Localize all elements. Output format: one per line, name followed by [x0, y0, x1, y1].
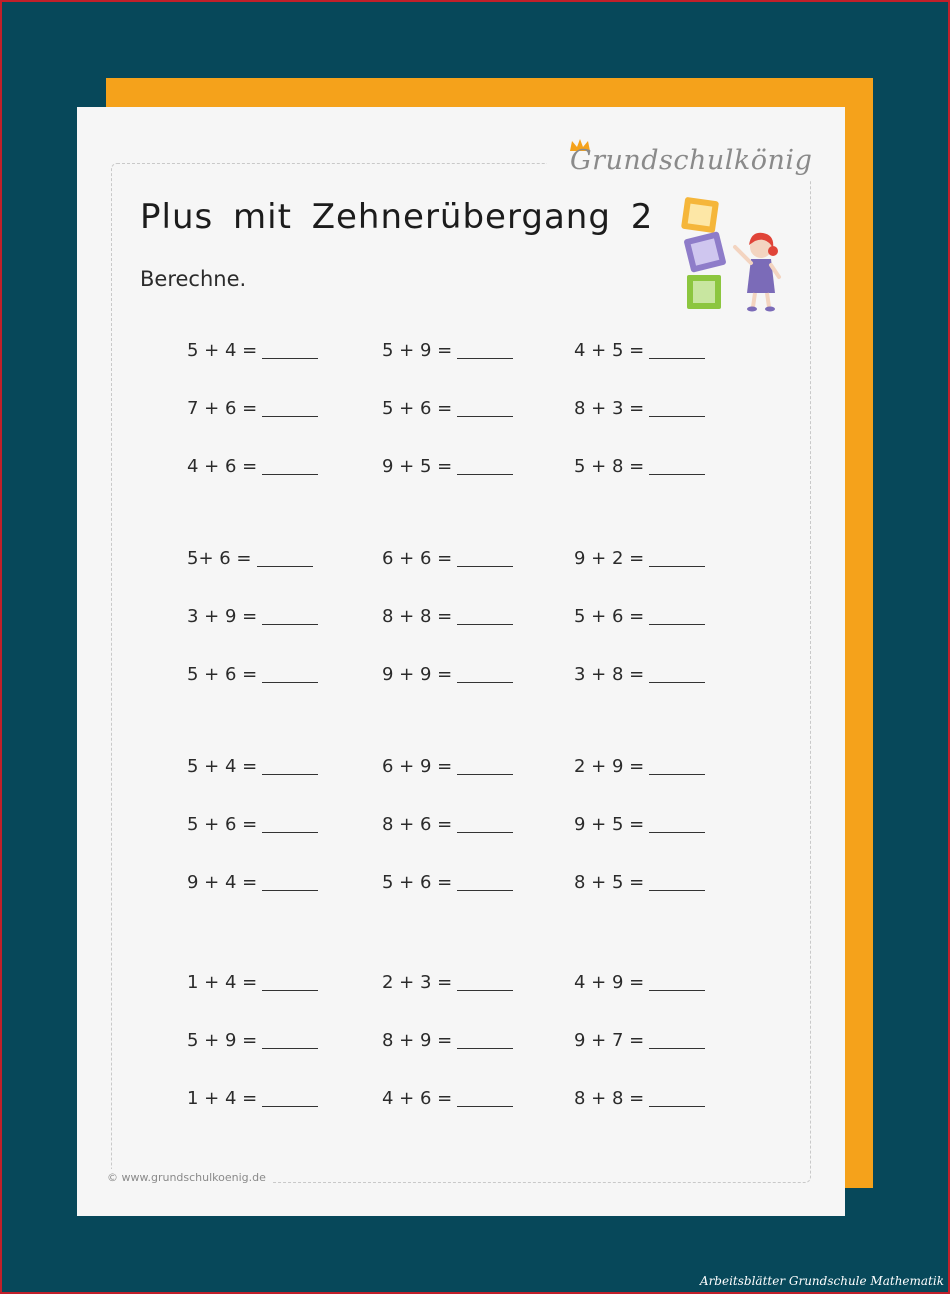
answer-blank [457, 989, 513, 991]
answer-blank [262, 889, 318, 891]
brand-logo: Grundschulkönig [570, 145, 813, 176]
answer-blank [457, 1047, 513, 1049]
answer-blank [649, 357, 705, 359]
watermark-text: Arbeitsblätter Grundschule Mathematik [699, 1274, 944, 1288]
exercise-item [187, 340, 318, 361]
exercise-expression: 8 + 5 = [574, 872, 645, 893]
exercise-expression: 5 + 4 = [187, 340, 258, 361]
exercise-expression: 5 + 6 = [574, 606, 645, 627]
exercise-item [187, 1088, 318, 1109]
answer-blank [262, 357, 318, 359]
exercise-expression: 3 + 8 = [574, 664, 645, 685]
exercise-item [187, 456, 318, 477]
answer-blank [649, 1105, 705, 1107]
exercise-expression: 5+ 6 = [187, 548, 252, 569]
answer-blank [262, 473, 318, 475]
exercise-item [382, 664, 513, 685]
exercise-item [187, 664, 318, 685]
exercise-item [382, 340, 513, 361]
answer-blank [649, 1047, 705, 1049]
answer-blank [262, 989, 318, 991]
exercise-expression: 9 + 4 = [187, 872, 258, 893]
exercise-expression: 8 + 8 = [574, 1088, 645, 1109]
exercise-expression: 3 + 9 = [187, 606, 258, 627]
exercise-expression: 9 + 7 = [574, 1030, 645, 1051]
answer-blank [457, 565, 513, 567]
exercise-expression: 6 + 9 = [382, 756, 453, 777]
answer-blank [649, 473, 705, 475]
exercise-item [187, 972, 318, 993]
exercise-item [187, 872, 318, 893]
exercise-expression: 5 + 4 = [187, 756, 258, 777]
exercise-item [574, 814, 705, 835]
answer-blank [457, 831, 513, 833]
answer-blank [457, 889, 513, 891]
exercise-item [187, 398, 318, 419]
exercise-expression: 8 + 9 = [382, 1030, 453, 1051]
exercise-item [382, 814, 513, 835]
exercise-item [187, 548, 313, 569]
exercise-item [382, 756, 513, 777]
exercise-item [574, 872, 705, 893]
exercise-expression: 9 + 5 = [574, 814, 645, 835]
answer-blank [262, 681, 318, 683]
exercise-expression: 1 + 4 = [187, 972, 258, 993]
answer-blank [457, 773, 513, 775]
exercise-item [187, 756, 318, 777]
exercise-item [574, 340, 705, 361]
exercise-item [382, 972, 513, 993]
exercise-expression: 8 + 3 = [574, 398, 645, 419]
page-title: Plus mit Zehnerübergang 2 [140, 197, 654, 237]
answer-blank [457, 623, 513, 625]
exercise-expression: 9 + 2 = [574, 548, 645, 569]
exercise-expression: 4 + 6 = [187, 456, 258, 477]
exercise-item [382, 1088, 513, 1109]
exercise-item [382, 456, 513, 477]
answer-blank [457, 357, 513, 359]
orange-block-icon [681, 197, 719, 233]
exercise-expression: 5 + 9 = [382, 340, 453, 361]
exercise-expression: 5 + 6 = [187, 814, 258, 835]
exercise-expression: 8 + 6 = [382, 814, 453, 835]
answer-blank [649, 831, 705, 833]
exercise-expression: 8 + 8 = [382, 606, 453, 627]
answer-blank [649, 623, 705, 625]
exercise-expression: 5 + 6 = [382, 398, 453, 419]
answer-blank [649, 681, 705, 683]
answer-blank [262, 415, 318, 417]
exercise-item [187, 1030, 318, 1051]
exercise-expression: 4 + 6 = [382, 1088, 453, 1109]
child-figure-icon [735, 233, 779, 312]
exercise-item [574, 664, 705, 685]
exercise-expression: 5 + 6 = [382, 872, 453, 893]
exercise-expression: 5 + 9 = [187, 1030, 258, 1051]
exercise-expression: 1 + 4 = [187, 1088, 258, 1109]
child-with-blocks-illustration [675, 195, 787, 315]
purple-block-icon [683, 231, 726, 273]
worksheet-page [77, 107, 845, 1216]
exercise-expression: 5 + 8 = [574, 456, 645, 477]
answer-blank [257, 565, 313, 567]
answer-blank [457, 681, 513, 683]
answer-blank [649, 415, 705, 417]
exercise-item [187, 606, 318, 627]
answer-blank [262, 623, 318, 625]
exercise-item [382, 398, 513, 419]
answer-blank [262, 1105, 318, 1107]
instruction-text: Berechne. [140, 267, 247, 291]
exercise-item [574, 756, 705, 777]
exercise-item [382, 872, 513, 893]
exercise-item [574, 972, 705, 993]
answer-blank [457, 415, 513, 417]
exercise-item [382, 606, 513, 627]
exercise-item [187, 814, 318, 835]
exercise-item [574, 1030, 705, 1051]
exercise-item [574, 456, 705, 477]
answer-blank [649, 565, 705, 567]
answer-blank [649, 989, 705, 991]
answer-blank [262, 773, 318, 775]
exercise-item [574, 1088, 705, 1109]
exercise-expression: 4 + 5 = [574, 340, 645, 361]
exercise-expression: 6 + 6 = [382, 548, 453, 569]
answer-blank [649, 889, 705, 891]
exercise-expression: 2 + 9 = [574, 756, 645, 777]
exercise-expression: 4 + 9 = [574, 972, 645, 993]
answer-blank [457, 1105, 513, 1107]
exercise-expression: 2 + 3 = [382, 972, 453, 993]
exercise-item [382, 548, 513, 569]
answer-blank [649, 773, 705, 775]
green-block-icon [687, 275, 721, 309]
exercise-expression: 9 + 5 = [382, 456, 453, 477]
exercise-item [382, 1030, 513, 1051]
exercise-expression: 9 + 9 = [382, 664, 453, 685]
exercise-expression: 7 + 6 = [187, 398, 258, 419]
answer-blank [457, 473, 513, 475]
exercise-item [574, 606, 705, 627]
footer-copyright: © www.grundschulkoenig.de [107, 1171, 266, 1184]
answer-blank [262, 1047, 318, 1049]
exercise-item [574, 548, 705, 569]
exercise-item [574, 398, 705, 419]
exercise-expression: 5 + 6 = [187, 664, 258, 685]
answer-blank [262, 831, 318, 833]
